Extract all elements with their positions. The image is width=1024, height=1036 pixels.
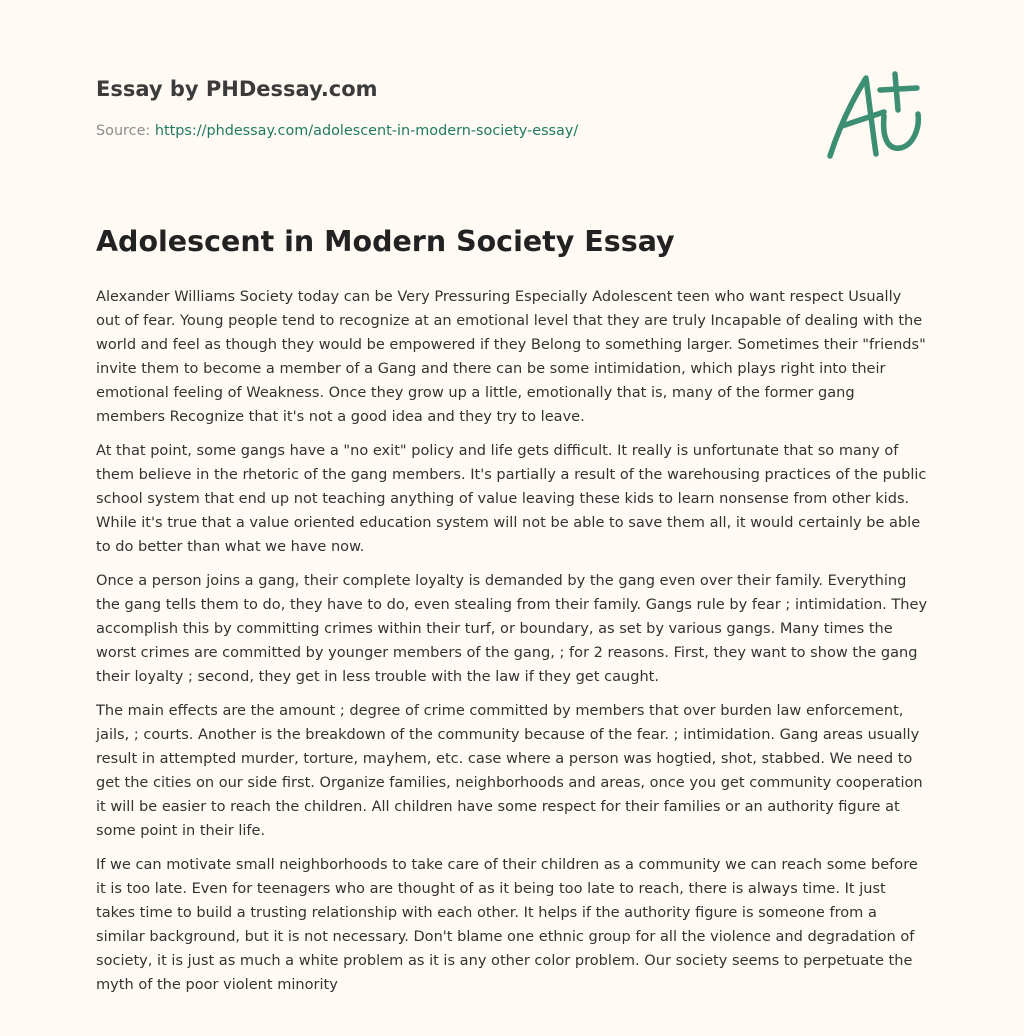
- essay-paragraph: Once a person joins a gang, their complete loyalty is demanded by the gang even over their family. Everything the gang tells them to do, they have to do, even stealing from their family. Gangs rule by fear ; intimidation. They accomplish this by committing crimes within their turf, or boundary, as set by various gangs. Many times the worst crimes are committed by younger members of the gang, ; for 2 reasons. First, they want to show the gang their loyalty ; second, they get in less trouble with the law if they get caught.: [96, 572, 928, 685]
- site-brand: Essay by PHDessay.com: [96, 77, 378, 101]
- a-plus-grade-icon: [822, 66, 932, 166]
- essay-paragraph: If we can motivate small neighborhoods to take care of their children as a community we can reach some before it is too late. Even for teenagers who are thought of as it being too late to reach, there is always time. It just takes time to build a trusting relationship with each other. It helps if the authority figure is someone from a similar background, but it is not necessary. Don't blame one ethnic group for all the violence and degradation of society, it is just as much a white problem as it is any other color problem. Our society seems to perpetuate the myth of the poor violent minority: [96, 856, 918, 993]
- essay-paragraph: At that point, some gangs have a "no exit" policy and life gets difficult. It really is unfortunate that so many of them believe in the rhetoric of the gang members. It's partially a result of the warehousing practices of the public school system that end up not teaching anything of value leaving these kids to learn nonsense from other kids. While it's true that a value oriented education system will not be able to save them all, it would certainly be able to do better than what we have now.: [96, 442, 927, 555]
- essay-paragraph: The main effects are the amount ; degree of crime committed by members that over burden law enforcement, jails, ; courts. Another is the breakdown of the community because of the fear. ; intimidation. Gang areas usually result in attempted murder, torture, mayhem, etc. case where a person was hogtied, shot, stabbed. We need to get the cities on our side first. Organize families, neighborhoods and areas, once you get community cooperation it will be easier to reach the children. All children have some respect for their families or an authority figure at some point in their life.: [96, 702, 923, 839]
- essay-body: [96, 285, 928, 1007]
- source-line: [96, 123, 578, 139]
- source-label: Source:: [96, 123, 151, 139]
- page-title: Adolescent in Modern Society Essay: [96, 225, 675, 258]
- essay-paragraph: Alexander Williams Society today can be Very Pressuring Especially Adolescent teen who want respect Usually out of fear. Young people tend to recognize at an emotional level that they are truly Incapable of dealing with the world and feel as though they would be empowered if they Belong to something larger. Sometimes their "friends" invite them to become a member of a Gang and there can be some intimidation, which plays right into their emotional feeling of Weakness. Once they grow up a little, emotionally that is, many of the former gang members Recognize that it's not a good idea and they try to leave.: [96, 288, 926, 425]
- source-link[interactable]: https://phdessay.com/adolescent-in-modern-society-essay/: [154, 123, 579, 139]
